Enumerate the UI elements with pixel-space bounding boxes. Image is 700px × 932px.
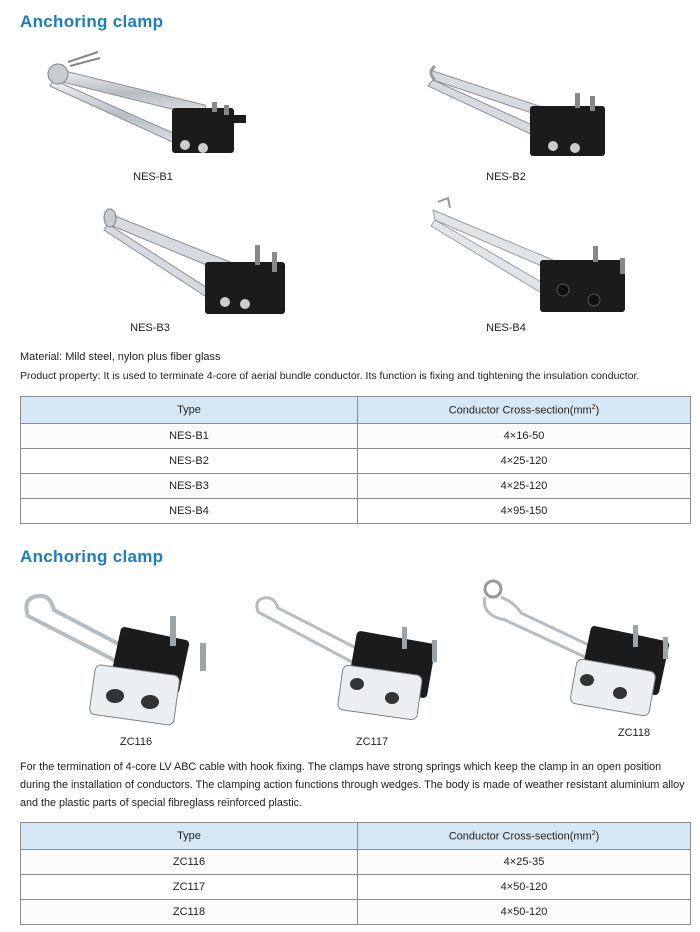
table-header-row <box>21 823 691 850</box>
nes-b3-image <box>100 200 295 320</box>
section2-title: Anchoring clamp <box>20 547 164 566</box>
table-row: ZC118 4×50-120 <box>21 900 691 925</box>
zc116-image <box>20 588 220 733</box>
header-section: Conductor Cross-$section(mm^2)$ <box>358 397 691 424</box>
nes-b1-caption: NES-B1 <box>133 171 173 183</box>
table-row: NES-B3 4×25-120 <box>21 474 691 499</box>
description-text: For the termination of 4-core LV ABC cable with hook fixing. The clamps have strong springs which keep the clamp in an open position during the installation of conductors. The clamping action functions through wedges. The body is made of weather resistant aluminium alloy and the plastic parts of special fibreglass reinforced plastic. <box>20 761 685 809</box>
zc117-caption: ZC117 <box>355 736 389 748</box>
zc118-image <box>475 575 685 725</box>
nes-b3-caption: NES-B3 <box>130 322 170 334</box>
zc116-caption: ZC116 <box>119 736 153 748</box>
table-row: ZC117 4×50-120 <box>21 875 691 900</box>
nes-b4-image <box>428 188 638 318</box>
section1-title: Anchoring clamp <box>20 12 164 31</box>
table-row: ZC116 4×25-35 <box>21 850 691 875</box>
table-row: NES-B4 4×95-150 <box>21 499 691 524</box>
zc117-image <box>252 592 452 732</box>
property-text: Product property: It is used to terminate 4-core of aerial bundle conductor. Its function is fixing and tightening the insulation conductor. <box>20 370 640 382</box>
table-row: NES-B2 4×25-120 <box>21 449 691 474</box>
spec-table-1 <box>20 396 691 524</box>
header-section: Conductor Cross-$section(mm^2)$ <box>358 823 691 850</box>
table-header-row <box>21 397 691 424</box>
header-type: Type <box>21 823 358 850</box>
material-text: Material: Mild steel, nylon plus fiber glass <box>20 351 221 363</box>
nes-b2-image <box>425 48 615 163</box>
header-type: Type <box>21 397 358 424</box>
nes-b1-image <box>40 50 250 165</box>
nes-b4-caption: NES-B4 <box>486 322 526 334</box>
zc118-caption: ZC118 <box>617 727 651 739</box>
table-row: NES-B1 4×16-50 <box>21 424 691 449</box>
nes-b2-caption: NES-B2 <box>486 171 526 183</box>
spec-table-2 <box>20 822 691 925</box>
